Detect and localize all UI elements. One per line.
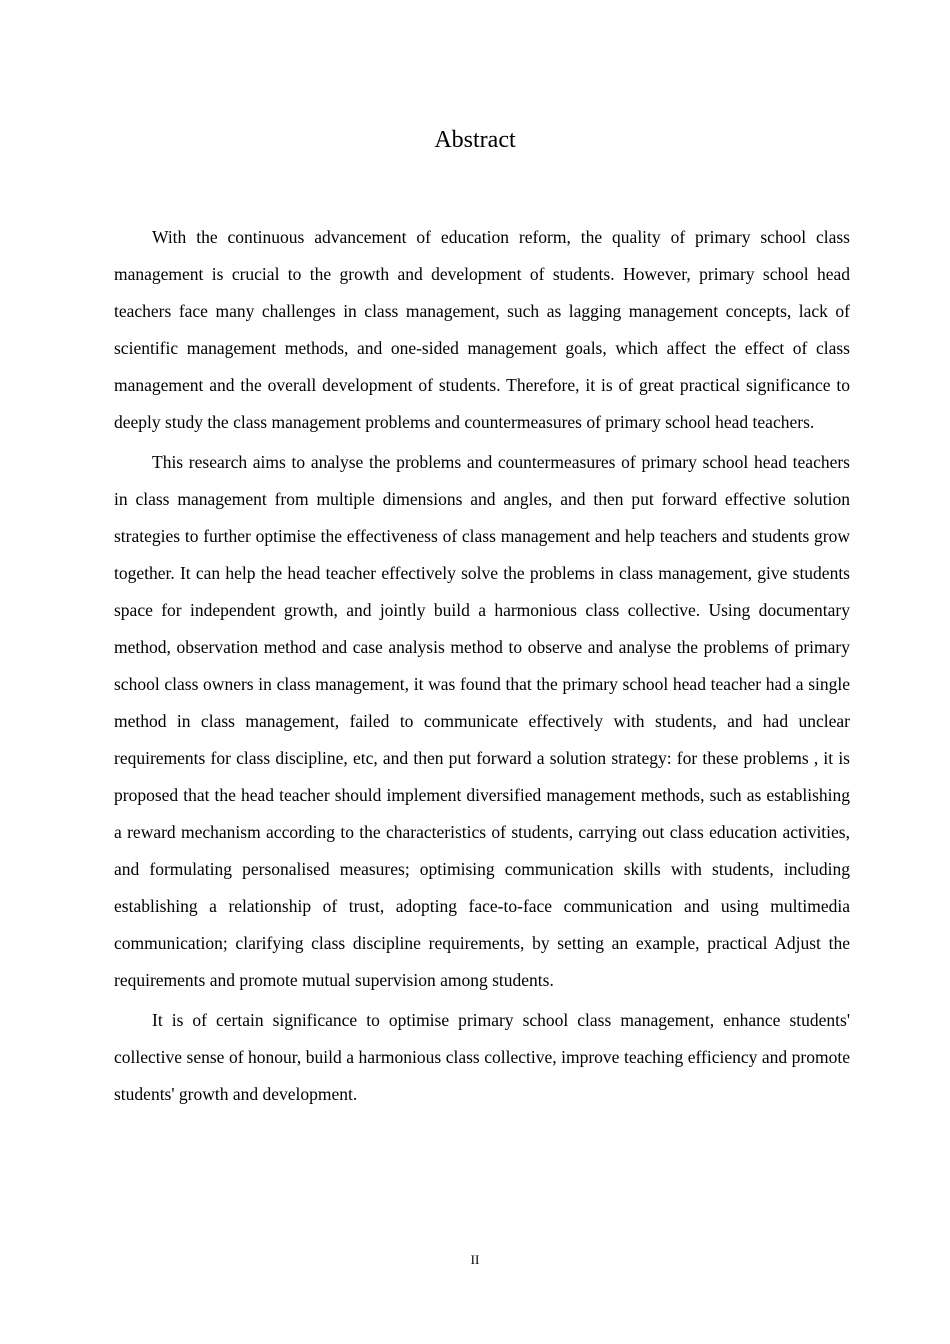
abstract-paragraph-1: With the continuous advancement of education reform, the quality of primary school class management is crucial to the growth and development of students. However, primary school head teachers face many challenges in class management, such as lagging management concepts, lack of scientific management methods, and one-sided management goals, which affect the effect of class management and the overall development of students. Therefore, it is of great practical significance to deeply study the class management problems and countermeasures of primary school head teachers. [114,227,850,432]
abstract-paragraph-3: It is of certain significance to optimise primary school class management, enhance students' collective sense of honour, build a harmonious class collective, improve teaching efficiency and promote students' growth and development. [114,1010,850,1104]
abstract-body [114,219,850,1116]
page-number: II [470,1252,480,1267]
abstract-paragraph-2: This research aims to analyse the problems and countermeasures of primary school head teachers in class management from multiple dimensions and angles, and then put forward effective solution strategies to further optimise the effectiveness of class management and help teachers and students grow together. It can help the head teacher effectively solve the problems in class management, give students space for independent growth, and jointly build a harmonious class collective. Using documentary method, observation method and case analysis method to observe and analyse the problems of primary school class owners in class management, it was found that the primary school head teacher had a single method in class management, failed to communicate effectively with students, and had unclear requirements for class discipline, etc, and then put forward a solution strategy: for these problems , it is proposed that the head teacher should implement diversified management methods, such as establishing a reward mechanism according to the characteristics of students, carrying out class education activities, and formulating personalised measures; optimising communication skills with students, including establishing a relationship of trust, adopting face-to-face communication and using multimedia communication; clarifying class discipline requirements, by setting an example, practical Adjust the requirements and promote mutual supervision among students. [114,452,850,990]
page-title: Abstract [434,127,516,153]
